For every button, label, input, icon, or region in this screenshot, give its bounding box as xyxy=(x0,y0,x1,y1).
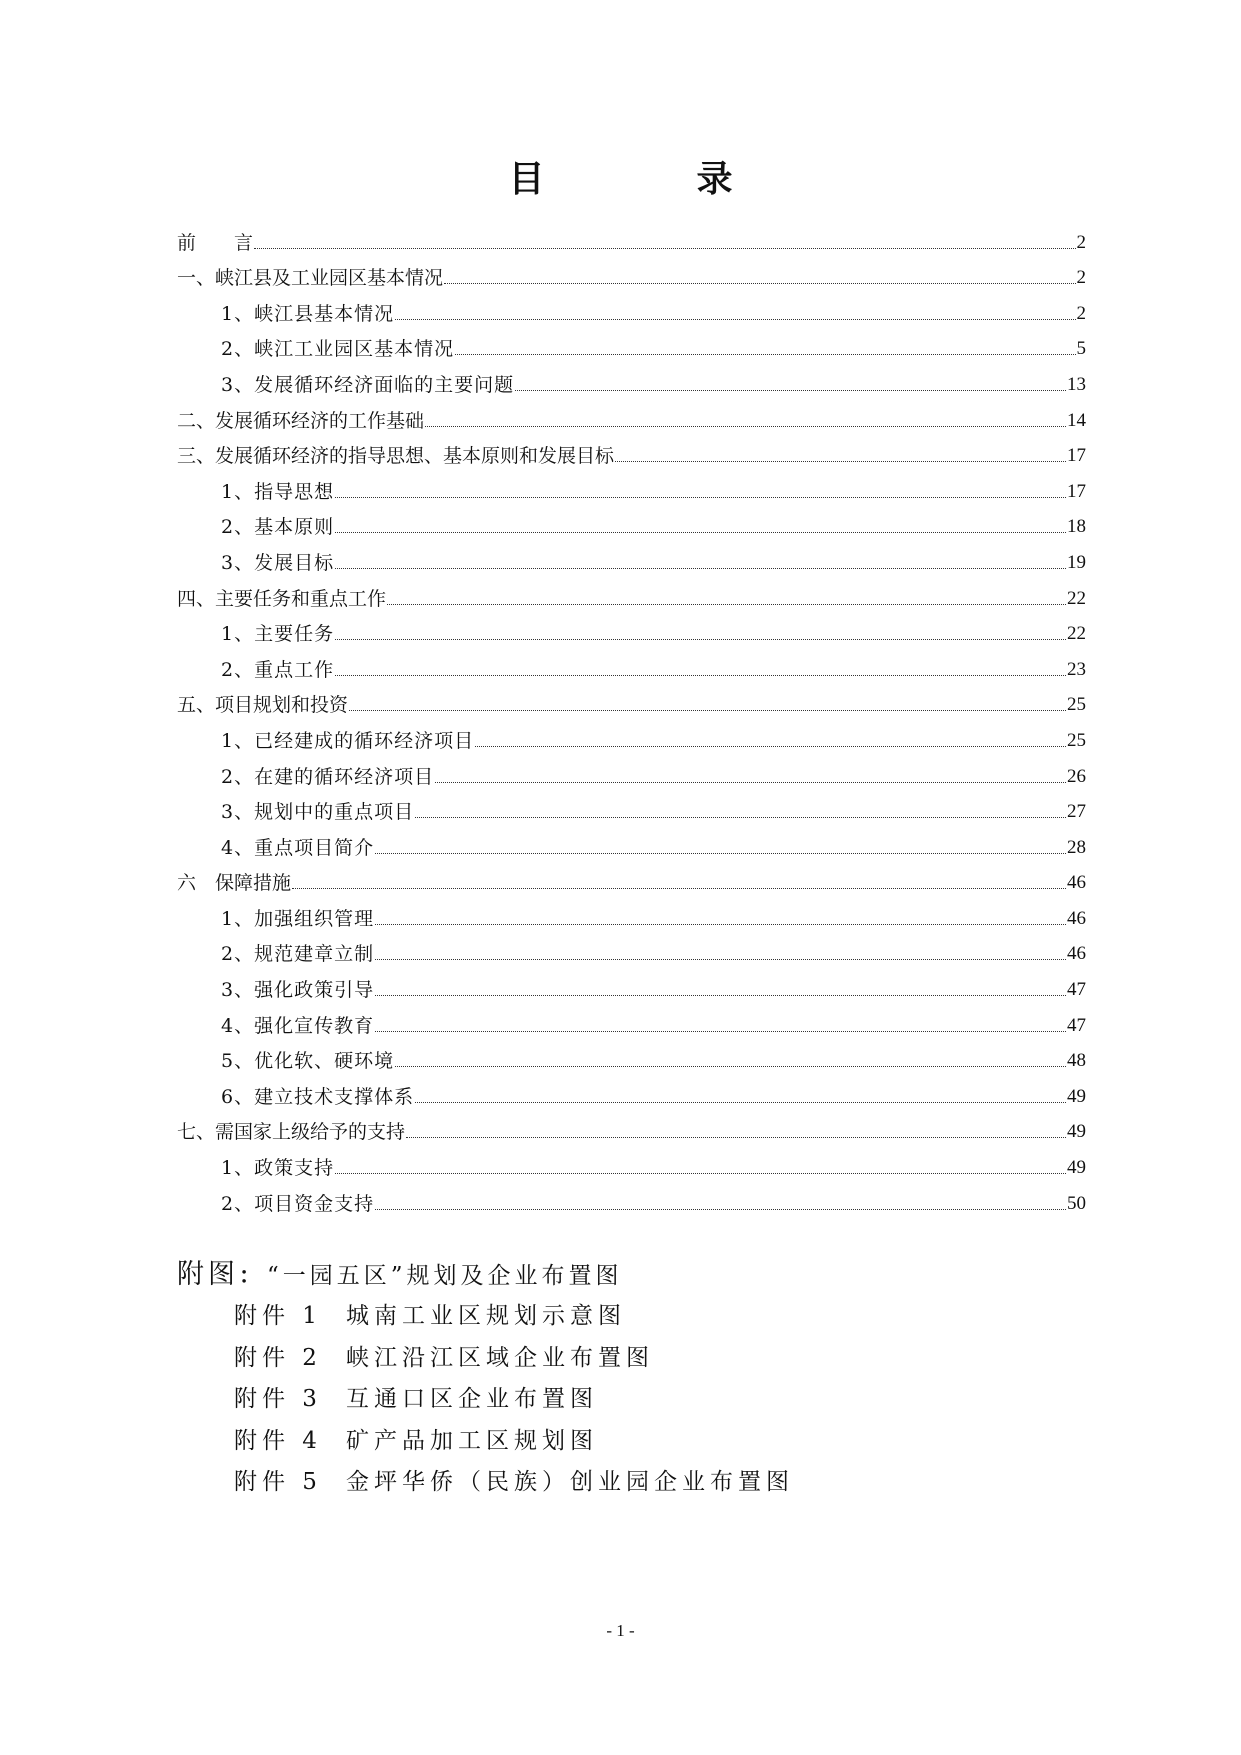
toc-entry[interactable] xyxy=(177,646,1086,682)
toc-entry-page: 25 xyxy=(1067,694,1086,716)
toc-entry-label: 3、规划中的重点项目 xyxy=(221,801,415,824)
appendix-item-name: 峡江沿江区域企业布置图 xyxy=(346,1344,654,1371)
toc-leader-dots xyxy=(375,853,1066,854)
page-title: 目 录 xyxy=(508,159,791,200)
toc-entry-page: 22 xyxy=(1067,623,1086,645)
toc-leader-dots xyxy=(349,710,1066,711)
toc-entry-page: 2 xyxy=(1076,231,1086,253)
toc-entry[interactable] xyxy=(177,219,1086,255)
toc-entry-label: 3、发展循环经济面临的主要问题 xyxy=(221,373,515,396)
toc-entry-page: 46 xyxy=(1067,943,1086,965)
toc-entry-label: 2、项目资金支持 xyxy=(221,1192,375,1215)
toc-entry-label: 1、指导思想 xyxy=(221,480,335,503)
toc-entry-page: 25 xyxy=(1067,729,1086,751)
toc-leader-dots xyxy=(375,1031,1066,1032)
toc-entry-page: 50 xyxy=(1067,1192,1086,1214)
toc-entry[interactable] xyxy=(177,931,1086,967)
toc-entry[interactable] xyxy=(177,433,1086,469)
toc-leader-dots xyxy=(375,959,1066,960)
toc-entry-page: 47 xyxy=(1067,1014,1086,1036)
appendix-item-name: 金坪华侨（民族）创业园企业布置图 xyxy=(346,1469,794,1495)
toc-entry[interactable] xyxy=(177,1002,1086,1038)
toc-leader-dots xyxy=(435,782,1066,783)
toc-entry[interactable] xyxy=(177,504,1086,540)
appendix-item xyxy=(234,1297,1077,1339)
toc-entry-label: 四、主要任务和重点工作 xyxy=(177,587,387,610)
toc-entry[interactable] xyxy=(177,717,1086,753)
toc-entry-page: 18 xyxy=(1067,516,1086,538)
appendix-colon: ： xyxy=(239,1264,262,1289)
toc-leader-dots xyxy=(335,1173,1066,1174)
toc-entry-label: 三、发展循环经济的指导思想、基本原则和发展目标 xyxy=(177,445,615,468)
appendix-item-name: 矿产品加工区规划图 xyxy=(346,1427,598,1454)
appendix-item xyxy=(234,1463,1077,1505)
toc-entry[interactable] xyxy=(177,895,1086,931)
toc-entry-page: 2 xyxy=(1076,267,1086,289)
toc-entry-page: 28 xyxy=(1067,836,1086,858)
toc-entry[interactable] xyxy=(177,397,1086,433)
toc-leader-dots xyxy=(615,461,1066,462)
toc-entry-label: 3、发展目标 xyxy=(221,551,335,574)
toc-leader-dots xyxy=(455,354,1075,355)
toc-entry-label: 二、发展循环经济的工作基础 xyxy=(177,409,425,432)
toc-leader-dots xyxy=(335,639,1066,640)
appendix-item-label: 附件 5 xyxy=(234,1469,322,1495)
toc-entry[interactable] xyxy=(177,682,1086,718)
toc-leader-dots xyxy=(375,924,1066,925)
toc-leader-dots xyxy=(375,1209,1066,1210)
toc-entry[interactable] xyxy=(177,290,1086,326)
toc-entry-label: 1、加强组织管理 xyxy=(221,907,375,930)
toc-entry[interactable] xyxy=(177,753,1086,789)
appendix-item-label: 附件 4 xyxy=(234,1427,322,1454)
toc-entry-page: 23 xyxy=(1067,658,1086,680)
toc-entry-page: 2 xyxy=(1076,302,1086,324)
appendix-item-label: 附件 2 xyxy=(234,1344,322,1371)
toc-entry[interactable] xyxy=(177,539,1086,575)
toc-entry-label: 4、强化宣传教育 xyxy=(221,1014,375,1037)
toc-leader-dots xyxy=(395,1066,1066,1067)
toc-entry[interactable] xyxy=(177,860,1086,896)
toc-entry-label: 4、重点项目简介 xyxy=(221,836,375,859)
toc-leader-dots xyxy=(444,283,1075,284)
toc-entry-page: 46 xyxy=(1067,907,1086,929)
toc-leader-dots xyxy=(254,248,1075,249)
toc-entry-page: 5 xyxy=(1076,338,1086,360)
toc-entry-page: 17 xyxy=(1067,480,1086,502)
toc-leader-dots xyxy=(406,1137,1066,1138)
toc-leader-dots xyxy=(415,817,1066,818)
toc-entry[interactable] xyxy=(177,1144,1086,1180)
toc-entry-page: 13 xyxy=(1067,373,1086,395)
toc-entry-label: 2、在建的循环经济项目 xyxy=(221,765,435,788)
appendix-item-name: 城南工业区规划示意图 xyxy=(346,1303,626,1329)
toc-entry-label: 6、建立技术支撑体系 xyxy=(221,1085,415,1108)
toc-entry-page: 49 xyxy=(1067,1121,1086,1143)
toc-entry[interactable] xyxy=(177,1109,1086,1145)
toc-leader-dots xyxy=(415,1102,1066,1103)
toc-entry-label: 5、优化软、硬环境 xyxy=(221,1050,395,1073)
toc-entry-page: 26 xyxy=(1067,765,1086,787)
toc-entry-page: 19 xyxy=(1067,551,1086,573)
toc-entry-label: 1、已经建成的循环经济项目 xyxy=(221,729,475,752)
toc-leader-dots xyxy=(292,888,1066,889)
appendix-item-label: 附件 3 xyxy=(234,1386,322,1412)
toc-entry[interactable] xyxy=(177,361,1086,397)
toc-entry[interactable] xyxy=(177,1073,1086,1109)
table-of-contents xyxy=(177,219,1086,1216)
appendix-item xyxy=(234,1339,1077,1381)
appendix-item xyxy=(234,1380,1077,1422)
toc-entry[interactable] xyxy=(177,1038,1086,1074)
toc-entry[interactable] xyxy=(177,611,1086,647)
toc-entry-label: 2、规范建章立制 xyxy=(221,943,375,966)
appendix-item-name: 互通口区企业布置图 xyxy=(346,1386,598,1412)
toc-entry-page: 49 xyxy=(1067,1157,1086,1179)
toc-entry-label: 2、峡江工业园区基本情况 xyxy=(221,338,455,361)
page-number: - 1 - xyxy=(606,1621,635,1640)
toc-leader-dots xyxy=(335,532,1066,533)
toc-entry-page: 27 xyxy=(1067,801,1086,823)
toc-leader-dots xyxy=(425,426,1066,427)
toc-entry-page: 49 xyxy=(1067,1085,1086,1107)
toc-leader-dots xyxy=(335,568,1066,569)
toc-entry-label: 1、峡江县基本情况 xyxy=(221,302,395,325)
toc-entry-page: 22 xyxy=(1067,587,1086,609)
toc-entry[interactable] xyxy=(177,966,1086,1002)
toc-entry-page: 17 xyxy=(1067,445,1086,467)
toc-entry-label: 一、峡江县及工业园区基本情况 xyxy=(177,267,444,290)
toc-leader-dots xyxy=(335,675,1066,676)
toc-entry-page: 14 xyxy=(1067,409,1086,431)
appendix-title: “一园五区”规划及企业布置图 xyxy=(267,1263,623,1289)
appendix-heading xyxy=(177,1252,1077,1292)
toc-entry-label: 六 保障措施 xyxy=(177,872,292,895)
toc-leader-dots xyxy=(375,995,1066,996)
toc-entry[interactable] xyxy=(177,468,1086,504)
appendix-prefix: 附图 xyxy=(177,1259,239,1290)
toc-leader-dots xyxy=(515,390,1066,391)
toc-entry-label: 2、基本原则 xyxy=(221,516,335,539)
appendix-item-label: 附件 1 xyxy=(234,1303,322,1329)
toc-entry-label: 3、强化政策引导 xyxy=(221,979,375,1002)
toc-entry-label: 前 言 xyxy=(177,231,254,254)
toc-leader-dots xyxy=(387,604,1066,605)
toc-leader-dots xyxy=(475,746,1066,747)
toc-entry[interactable] xyxy=(177,1180,1086,1216)
toc-entry[interactable] xyxy=(177,824,1086,860)
toc-leader-dots xyxy=(395,319,1075,320)
appendix-section xyxy=(177,1252,1077,1505)
toc-entry-label: 七、需国家上级给予的支持 xyxy=(177,1121,406,1144)
toc-entry[interactable] xyxy=(177,255,1086,291)
toc-entry-label: 1、政策支持 xyxy=(221,1157,335,1180)
toc-entry-label: 五、项目规划和投资 xyxy=(177,694,349,717)
toc-entry[interactable] xyxy=(177,789,1086,825)
toc-entry-label: 2、重点工作 xyxy=(221,658,335,681)
toc-leader-dots xyxy=(335,497,1066,498)
toc-entry[interactable] xyxy=(177,326,1086,362)
appendix-item xyxy=(234,1422,1077,1464)
toc-entry-page: 47 xyxy=(1067,979,1086,1001)
toc-entry-label: 1、主要任务 xyxy=(221,623,335,646)
toc-entry-page: 48 xyxy=(1067,1050,1086,1072)
toc-entry-page: 46 xyxy=(1067,872,1086,894)
appendix-list xyxy=(177,1297,1077,1505)
toc-entry[interactable] xyxy=(177,575,1086,611)
